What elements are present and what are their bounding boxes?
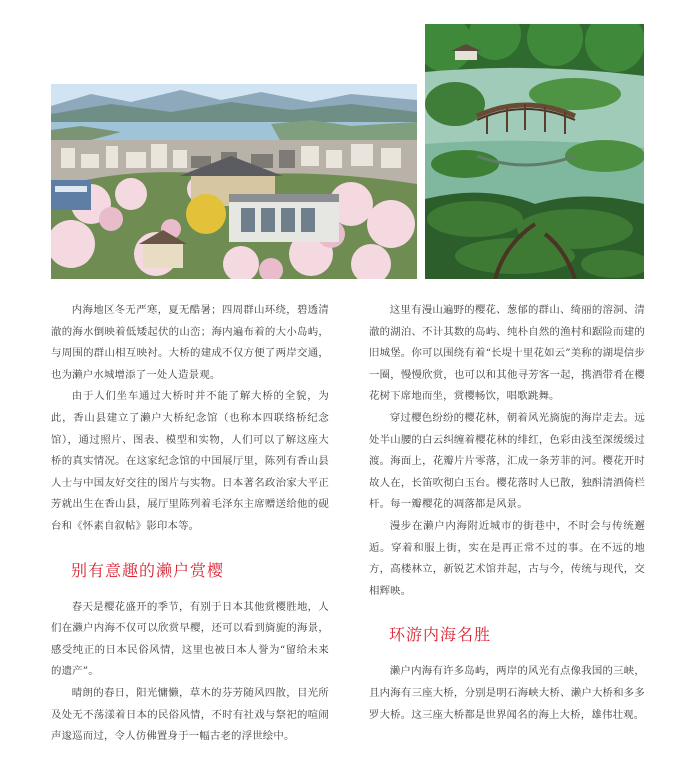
paragraph: 由于人们坐车通过大桥时并不能了解大桥的全貌，为此，香山县建立了濑户大桥纪念馆（也称本四联络桥纪念馆），通过照片、图表、模型和实物，人们可以了解这座大桥的真实情况。在这家纪念馆的中国展厅里，陈列有香山县人士与中国友好交往的图片与实物。日本著名政治家大平正芳就出生在香山县，展厅里陈列着毛泽东主席赠送给他的砚台和《怀素自叙帖》影印本等。 — [51, 390, 329, 532]
paragraph: 春天是樱花盛开的季节，有别于日本其他赏樱胜地，人们在濑户内海不仅可以欣赏早樱，还可以看到旖旎的海景，感受纯正的日本民俗风情，这里也被日本人誉为“留给未来的遗产”。 — [51, 600, 329, 678]
paragraph: 内海地区冬无严寒，夏无酷暑；四周群山环绕，碧透清澈的海水倒映着低矮起伏的山峦；海内遍布着的大小岛屿，与周围的群山相互映衬。大桥的建成不仅方便了两岸交通，也为濑户水城增添了一处人造景观。 — [51, 304, 329, 381]
japanese-garden-photo — [425, 24, 644, 279]
paragraph: 这里有漫山遍野的樱花、葱郁的群山、绮丽的溶洞、清澈的湖泊、不计其数的岛屿、纯朴自然的渔村和踞险而建的旧城堡。你可以围绕有着“长堤十里花如云”美称的湖堤信步一圈，慢慢欣赏，也可以和其他寻芳客一起，携酒带肴在樱花树下席地而坐，赏樱畅饮，唱歌跳舞。 — [369, 304, 645, 403]
paragraph: 漫步在濑户内海附近城市的街巷中，不时会与传统邂逅。穿着和服上街，实在是再正常不过的事。在不远的地方，高楼林立，新锐艺术馆并起，古与今，传统与现代，交相辉映。 — [369, 519, 645, 597]
harbor-town-photo — [51, 84, 417, 279]
harbor-town-illustration — [51, 84, 417, 279]
japanese-garden-illustration — [425, 24, 644, 279]
paragraph: 濑户内海有许多岛屿，两岸的风光有点像我国的三峡，且内海有三座大桥，分别是明石海峡大桥、濑户大桥和多多罗大桥。这三座大桥都是世界闻名的海上大桥，雄伟壮观。 — [369, 665, 645, 721]
right-text-column — [369, 300, 645, 726]
paragraph: 晴朗的春日，阳光慵懒，草木的芬芳随风四散，目光所及处无不荡漾着日本的民俗风情，不时有社戏与祭祀的喧闹声逡巡而过，令人仿佛置身于一幅古老的浮世绘中。 — [51, 686, 329, 743]
paragraph: 穿过樱色纷纷的樱花林，朝着风光旖旎的海岸走去。远处半山腰的白云纠缠着樱花林的绯红，色彩由浅至深缓缓过渡。海面上，花瓣片片零落，汇成一条芳菲的河。樱花开时故人在，长笛吹彻白玉台。樱花落时人已散，独酙清酒倚栏杆。每一瓣樱花的凋落都是风景。 — [369, 411, 645, 511]
section-heading: 别有意趣的濑户赏樱 — [71, 560, 225, 580]
section-heading: 环游内海名胜 — [389, 625, 492, 645]
left-text-column — [51, 300, 329, 748]
